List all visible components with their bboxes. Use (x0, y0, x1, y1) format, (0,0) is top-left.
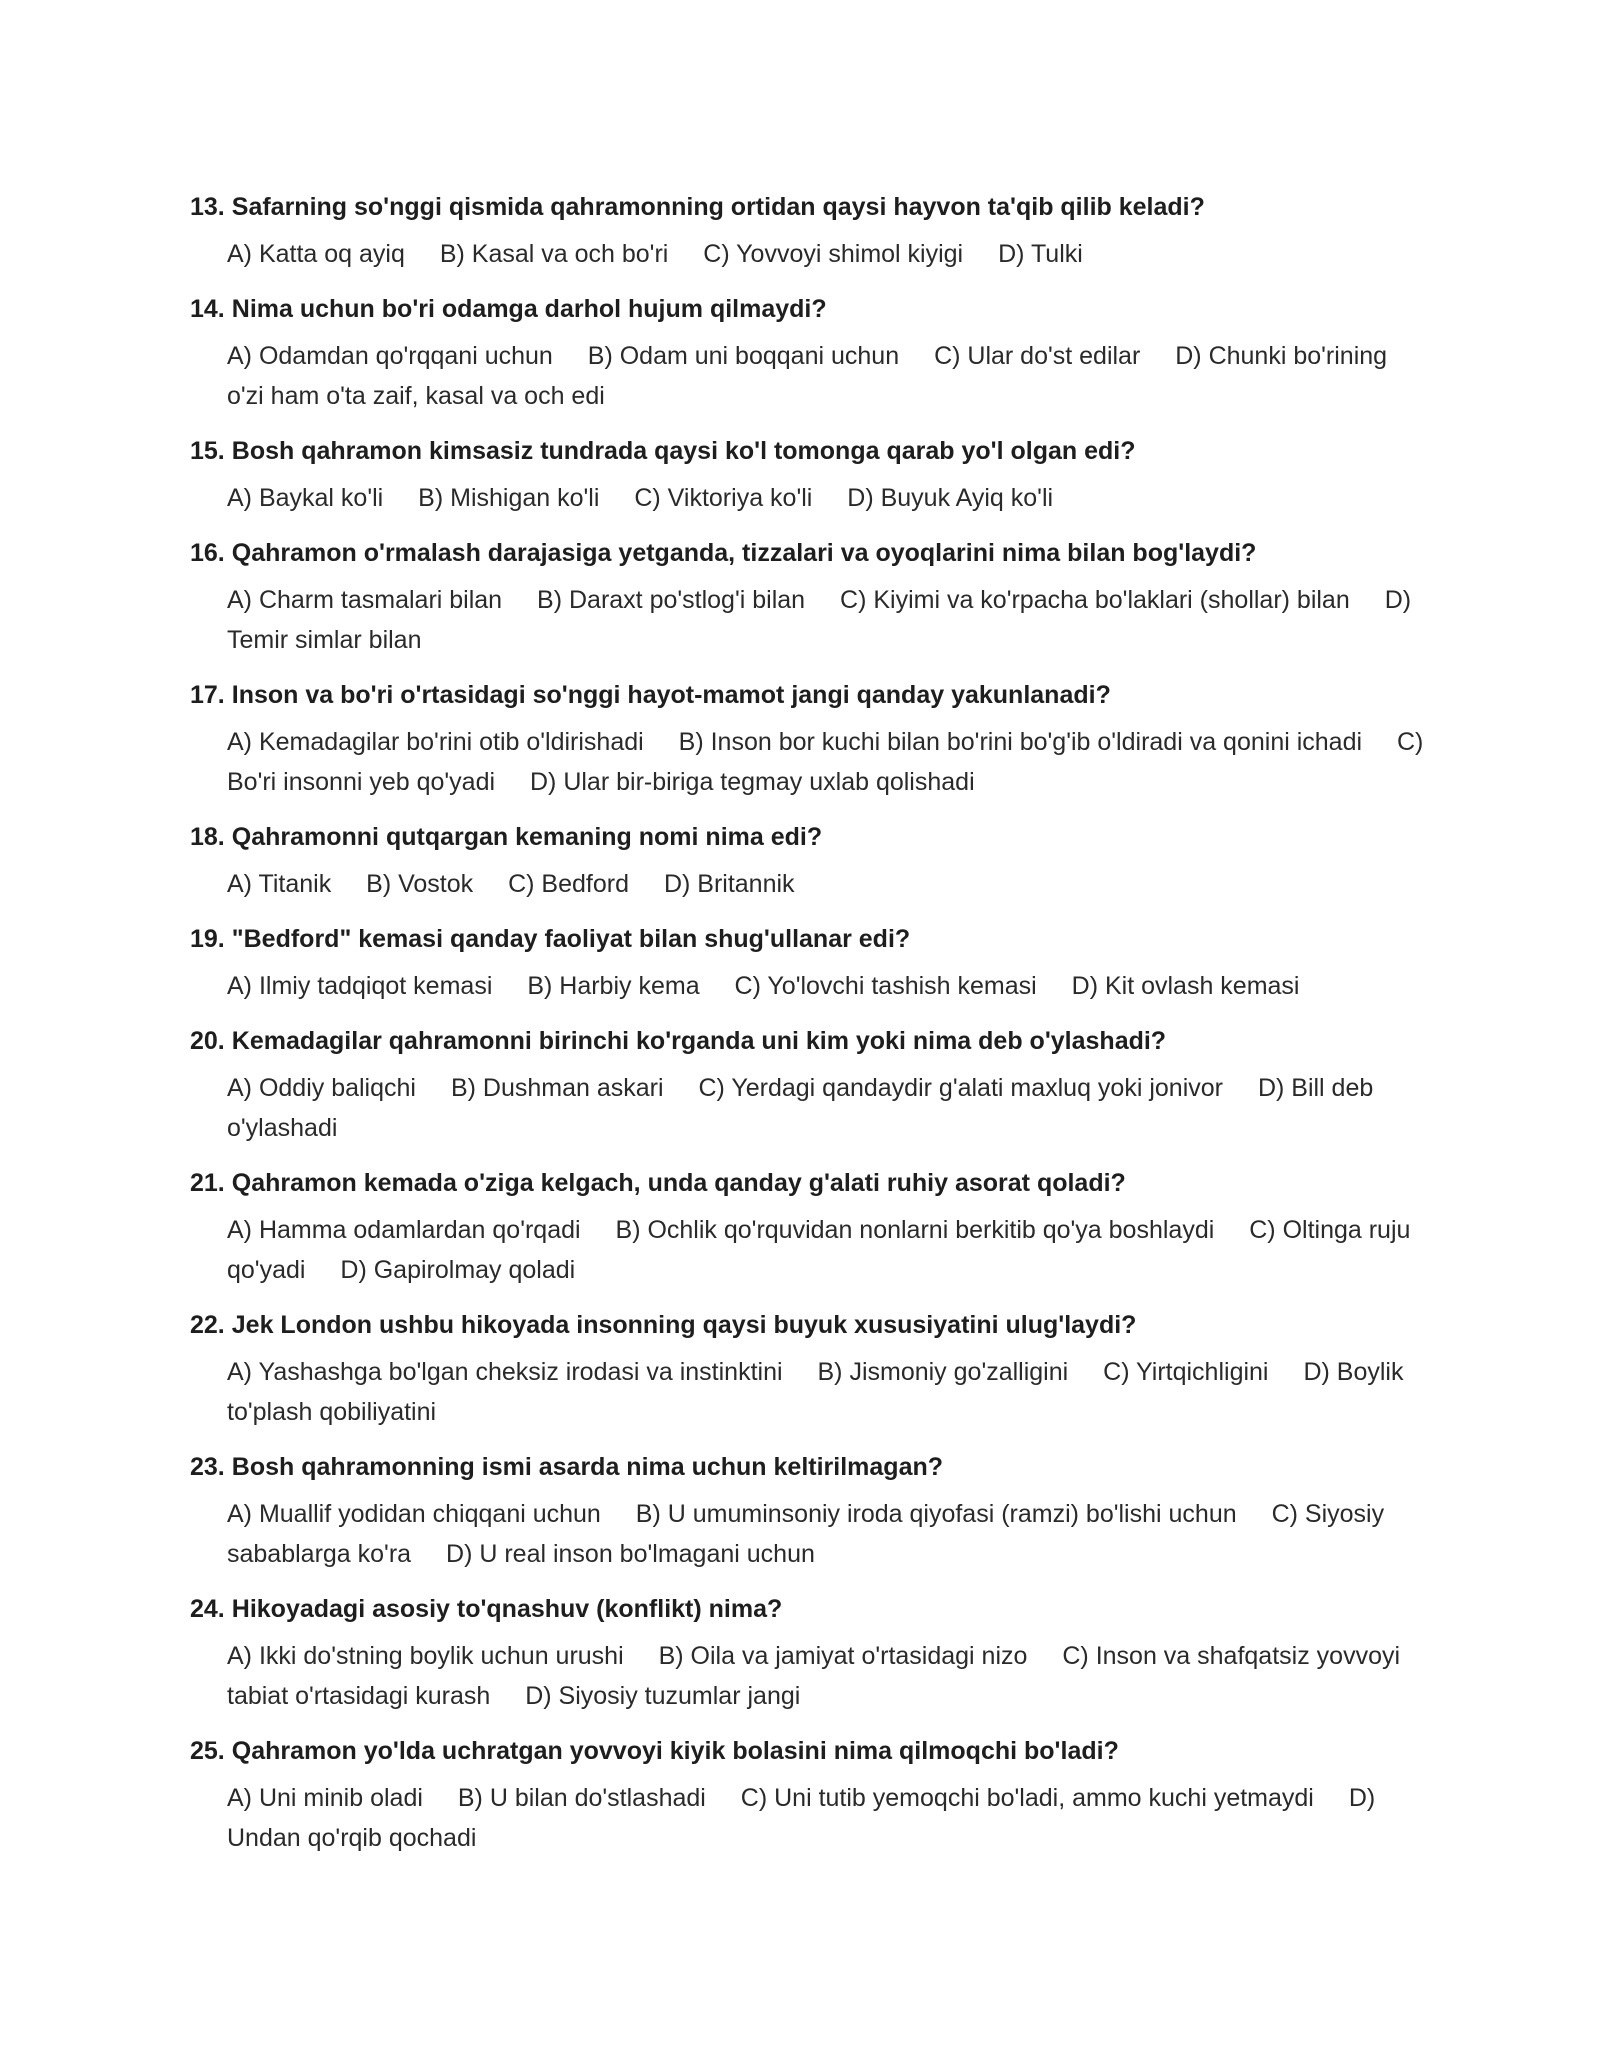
question-number: 22. (190, 1311, 225, 1339)
question-text: Qahramon kemada o'ziga kelgach, unda qanday g'alati ruhiy asorat qoladi? (231, 1169, 1126, 1197)
question-item (190, 292, 1430, 416)
answer-option: D) Chunki bo'rining o'zi ham o'ta zaif, kasal va och edi (227, 342, 1388, 410)
question-title (190, 190, 1430, 224)
quiz-page (190, 190, 1430, 1876)
answer-option: C) Viktoriya ko'li (634, 484, 813, 512)
answer-option: C) Bedford (508, 870, 629, 898)
question-number: 21. (190, 1169, 225, 1197)
answer-option: C) Oltinga ruju qo'yadi (227, 1216, 1411, 1284)
answer-option: B) Jismoniy go'zalligini (817, 1358, 1069, 1386)
answer-option: C) Uni tutib yemoqchi bo'ladi, ammo kuchi yetmaydi (740, 1784, 1314, 1812)
answer-option: C) Bo'ri insonni yeb qo'yadi (227, 728, 1424, 796)
answer-option: B) Daraxt po'stlog'i bilan (537, 586, 806, 614)
question-title (190, 922, 1430, 956)
question-item (190, 1734, 1430, 1858)
question-text: Bosh qahramonning ismi asarda nima uchun keltirilmagan? (231, 1453, 944, 1481)
question-number: 13. (190, 193, 225, 221)
question-title (190, 678, 1430, 712)
answer-options (227, 1636, 1430, 1716)
answer-option: D) Temir simlar bilan (227, 586, 1412, 654)
question-number: 17. (190, 681, 225, 709)
answer-options (227, 864, 1430, 904)
answer-option: B) Inson bor kuchi bilan bo'rini bo'g'ib o'ldiradi va qonini ichadi (678, 728, 1363, 756)
answer-option: D) Ular bir-biriga tegmay uxlab qolishadi (530, 768, 975, 796)
answer-option: C) Ular do'st edilar (934, 342, 1141, 370)
answer-option: C) Yo'lovchi tashish kemasi (734, 972, 1037, 1000)
question-number: 24. (190, 1595, 225, 1623)
answer-option: B) Harbiy kema (527, 972, 700, 1000)
question-item (190, 820, 1430, 904)
answer-options (227, 1778, 1430, 1858)
question-text: Bosh qahramon kimsasiz tundrada qaysi ko'l tomonga qarab yo'l olgan edi? (231, 437, 1136, 465)
answer-option: A) Baykal ko'li (227, 484, 384, 512)
question-title (190, 1592, 1430, 1626)
answer-option: D) Gapirolmay qoladi (340, 1256, 576, 1284)
answer-option: B) Odam uni boqqani uchun (587, 342, 900, 370)
answer-option: B) Kasal va och bo'ri (439, 240, 669, 268)
question-item (190, 1024, 1430, 1148)
answer-option: B) Dushman askari (450, 1074, 664, 1102)
question-text: Safarning so'nggi qismida qahramonning ortidan qaysi hayvon ta'qib qilib keladi? (231, 193, 1205, 221)
question-text: Jek London ushbu hikoyada insonning qaysi buyuk xususiyatini ulug'laydi? (231, 1311, 1137, 1339)
answer-options (227, 1210, 1430, 1290)
question-number: 16. (190, 539, 225, 567)
question-number: 25. (190, 1737, 225, 1765)
answer-options (227, 1068, 1430, 1148)
question-title (190, 1166, 1430, 1200)
question-number: 23. (190, 1453, 225, 1481)
answer-option: D) Siyosiy tuzumlar jangi (525, 1682, 801, 1710)
answer-option: B) U umuminsoniy iroda qiyofasi (ramzi) bo'lishi uchun (635, 1500, 1237, 1528)
question-number: 18. (190, 823, 225, 851)
question-title (190, 1308, 1430, 1342)
answer-option: D) Boylik to'plash qobiliyatini (227, 1358, 1404, 1426)
answer-option: A) Ilmiy tadqiqot kemasi (227, 972, 493, 1000)
answer-option: D) Tulki (998, 240, 1083, 268)
question-title (190, 536, 1430, 570)
question-title (190, 820, 1430, 854)
answer-options (227, 1352, 1430, 1432)
question-item (190, 1450, 1430, 1574)
answer-option: B) Ochlik qo'rquvidan nonlarni berkitib qo'ya boshlaydi (615, 1216, 1215, 1244)
answer-options (227, 478, 1430, 518)
answer-option: A) Katta oq ayiq (227, 240, 405, 268)
question-item (190, 434, 1430, 518)
answer-option: A) Odamdan qo'rqqani uchun (227, 342, 553, 370)
question-text: Nima uchun bo'ri odamga darhol hujum qilmaydi? (231, 295, 827, 323)
question-title (190, 434, 1430, 468)
question-item (190, 190, 1430, 274)
question-title (190, 292, 1430, 326)
question-text: Hikoyadagi asosiy to'qnashuv (konflikt) nima? (231, 1595, 783, 1623)
question-item (190, 536, 1430, 660)
question-item (190, 1166, 1430, 1290)
answer-option: D) Bill deb o'ylashadi (227, 1074, 1374, 1142)
answer-option: B) Oila va jamiyat o'rtasidagi nizo (658, 1642, 1028, 1670)
answer-options (227, 966, 1430, 1006)
answer-option: D) Undan qo'rqib qochadi (227, 1784, 1376, 1852)
answer-option: D) U real inson bo'lmagani uchun (446, 1540, 815, 1568)
answer-option: A) Uni minib oladi (227, 1784, 423, 1812)
question-item (190, 1308, 1430, 1432)
question-title (190, 1024, 1430, 1058)
question-text: Qahramonni qutqargan kemaning nomi nima edi? (231, 823, 823, 851)
answer-options (227, 1494, 1430, 1574)
answer-option: D) Buyuk Ayiq ko'li (847, 484, 1054, 512)
answer-option: A) Oddiy baliqchi (227, 1074, 416, 1102)
answer-option: C) Kiyimi va ko'rpacha bo'laklari (shollar) bilan (840, 586, 1350, 614)
question-text: Qahramon yo'lda uchratgan yovvoyi kiyik bolasini nima qilmoqchi bo'ladi? (231, 1737, 1119, 1765)
answer-option: A) Kemadagilar bo'rini otib o'ldirishadi (227, 728, 644, 756)
answer-option: C) Inson va shafqatsiz yovvoyi tabiat o'rtasidagi kurash (227, 1642, 1401, 1710)
question-title (190, 1450, 1430, 1484)
question-number: 15. (190, 437, 225, 465)
question-text: Qahramon o'rmalash darajasiga yetganda, tizzalari va oyoqlarini nima bilan bog'laydi? (231, 539, 1257, 567)
question-number: 19. (190, 925, 225, 953)
answer-options (227, 722, 1430, 802)
answer-option: B) Vostok (366, 870, 474, 898)
question-item (190, 678, 1430, 802)
answer-option: D) Kit ovlash kemasi (1071, 972, 1300, 1000)
answer-option: C) Siyosiy sabablarga ko'ra (227, 1500, 1385, 1568)
question-number: 14. (190, 295, 225, 323)
answer-option: A) Titanik (227, 870, 332, 898)
answer-option: D) Britannik (663, 870, 795, 898)
answer-option: C) Yirtqichligini (1103, 1358, 1269, 1386)
answer-options (227, 234, 1430, 274)
answer-options (227, 336, 1430, 416)
answer-option: B) U bilan do'stlashadi (457, 1784, 706, 1812)
answer-option: C) Yerdagi qandaydir g'alati maxluq yoki jonivor (698, 1074, 1223, 1102)
question-item (190, 1592, 1430, 1716)
answer-options (227, 580, 1430, 660)
question-text: Inson va bo'ri o'rtasidagi so'nggi hayot-mamot jangi qanday yakunlanadi? (231, 681, 1111, 709)
question-item (190, 922, 1430, 1006)
answer-option: A) Yashashga bo'lgan cheksiz irodasi va instinktini (227, 1358, 783, 1386)
answer-option: B) Mishigan ko'li (418, 484, 600, 512)
answer-option: A) Ikki do'stning boylik uchun urushi (227, 1642, 624, 1670)
answer-option: C) Yovvoyi shimol kiyigi (703, 240, 964, 268)
question-number: 20. (190, 1027, 225, 1055)
question-title (190, 1734, 1430, 1768)
answer-option: A) Charm tasmalari bilan (227, 586, 503, 614)
answer-option: A) Hamma odamlardan qo'rqadi (227, 1216, 581, 1244)
answer-option: A) Muallif yodidan chiqqani uchun (227, 1500, 601, 1528)
question-text: Kemadagilar qahramonni birinchi ko'rganda uni kim yoki nima deb o'ylashadi? (231, 1027, 1167, 1055)
question-text: "Bedford" kemasi qanday faoliyat bilan shug'ullanar edi? (231, 925, 911, 953)
